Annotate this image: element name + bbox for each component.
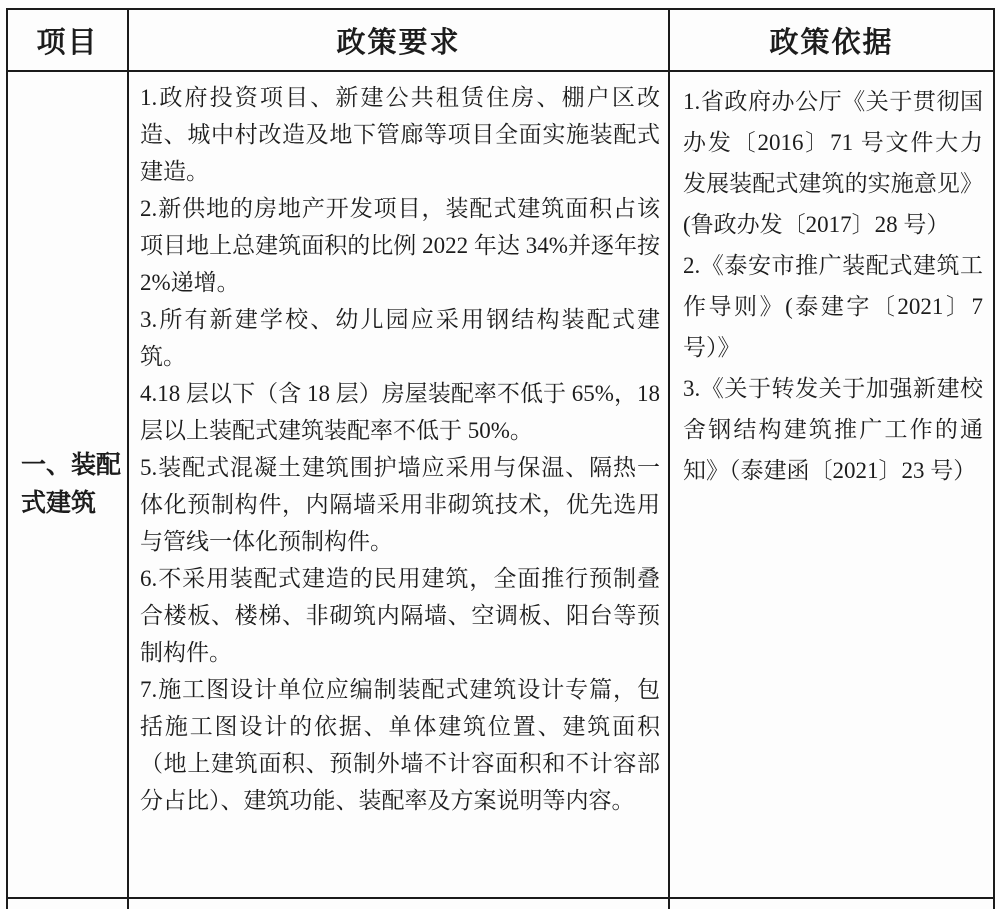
requirement-paragraph: 5.装配式混凝土建筑围护墙应采用与保温、隔热一体化预制构件，内隔墙采用非砌筑技术，优先选用与管线一体化预制构件。	[140, 455, 660, 554]
requirements-cell	[128, 71, 669, 898]
partial-requirements-cell	[128, 898, 669, 909]
header-cell-basis: 政策依据	[669, 9, 994, 71]
header-cell-item: 项目	[7, 9, 128, 71]
table-row	[7, 71, 994, 898]
partial-basis-cell	[669, 898, 994, 909]
item-cell: 一、装配式建筑	[7, 71, 128, 898]
requirement-paragraph: 7.施工图设计单位应编制装配式建筑设计专篇，包括施工图设计的依据、单体建筑位置、建筑面积（地上建筑面积、预制外墙不计容面积和不计容部分占比）、建筑功能、装配率及方案说明等内容。	[140, 677, 660, 813]
requirement-paragraph: 1.政府投资项目、新建公共租赁住房、棚户区改造、城中村改造及地下管廊等项目全面实施装配式建造。	[140, 85, 660, 184]
basis-paragraph: 1.省政府办公厅《关于贯彻国办发〔2016〕71 号文件大力发展装配式建筑的实施意见》(鲁政办发〔2017〕28 号）	[683, 89, 983, 237]
table-row-partial	[7, 898, 994, 909]
basis-cell	[669, 71, 994, 898]
header-cell-requirements: 政策要求	[128, 9, 669, 71]
requirement-paragraph: 6.不采用装配式建造的民用建筑，全面推行预制叠合楼板、楼梯、非砌筑内隔墙、空调板、阳台等预制构件。	[140, 566, 660, 665]
basis-paragraph: 3.《关于转发关于加强新建校舍钢结构建筑推广工作的通知》（泰建函〔2021〕23 号）	[683, 376, 983, 483]
requirement-paragraph: 2.新供地的房地产开发项目，装配式建筑面积占该项目地上总建筑面积的比例 2022 年达 34%并逐年按 2%递增。	[140, 196, 660, 295]
requirement-paragraph: 4.18 层以下（含 18 层）房屋装配率不低于 65%，18 层以上装配式建筑装配率不低于 50%。	[140, 381, 660, 443]
requirement-paragraph: 3.所有新建学校、幼儿园应采用钢结构装配式建筑。	[140, 307, 660, 369]
basis-paragraph: 2.《泰安市推广装配式建筑工作导则》(泰建字〔2021〕7 号）》	[683, 253, 983, 360]
partial-item-cell	[7, 898, 128, 909]
policy-table	[6, 8, 995, 909]
header-row	[7, 9, 994, 71]
